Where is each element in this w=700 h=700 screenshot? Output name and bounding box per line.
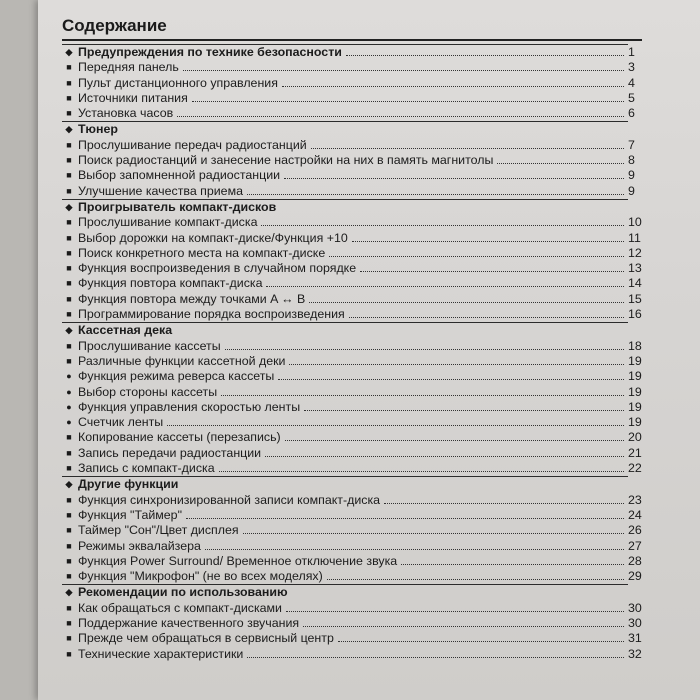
toc-page-number: 8 (628, 153, 635, 168)
toc-page-number: 10 (628, 215, 642, 230)
toc-page-number: 19 (628, 399, 642, 414)
toc-label: Выбор дорожки на компакт-диске/Функция +10 (78, 230, 348, 245)
toc-item (62, 493, 650, 508)
toc-item (62, 292, 650, 307)
square-bullet-icon: ■ (66, 540, 72, 551)
toc-page-number: 27 (628, 538, 642, 553)
toc-page-number: 7 (628, 137, 635, 152)
toc-section (62, 200, 650, 215)
toc-page-number: 14 (628, 276, 642, 291)
toc-label: Передняя панель (78, 60, 179, 75)
toc-item (62, 339, 650, 354)
square-bullet-icon: ■ (66, 185, 72, 196)
leader-dots (309, 302, 624, 303)
toc-page-number: 13 (628, 261, 642, 276)
leader-dots (167, 425, 624, 426)
leader-dots (286, 611, 624, 612)
leader-dots (338, 641, 624, 642)
leader-dots (384, 503, 624, 504)
dot-bullet-icon: ● (66, 386, 72, 397)
square-bullet-icon: ■ (66, 217, 72, 228)
square-bullet-icon: ■ (66, 633, 72, 644)
toc-item (62, 184, 650, 199)
square-bullet-icon: ■ (66, 648, 72, 659)
dot-bullet-icon: ● (66, 417, 72, 428)
square-bullet-icon: ■ (66, 555, 72, 566)
leader-dots (349, 317, 624, 318)
toc-label: Другие функции (78, 477, 179, 492)
leader-dots (360, 271, 624, 272)
toc-item (62, 106, 650, 121)
toc-item (62, 631, 650, 646)
toc-label: Режимы эквалайзера (78, 538, 201, 553)
toc-item (62, 446, 650, 461)
toc-label: Улучшение качества приема (78, 183, 243, 198)
document-page (38, 0, 700, 700)
toc-section (62, 477, 650, 492)
toc-page-number: 1 (628, 45, 635, 59)
toc-label: Функция воспроизведения в случайном порядке (78, 261, 357, 276)
toc-page-number: 18 (628, 338, 642, 353)
toc-item (62, 647, 650, 662)
toc-page-number: 30 (628, 615, 642, 630)
toc-label: Таймер "Сон"/Цвет дисплея (78, 523, 239, 538)
page-title: Содержание (62, 16, 167, 35)
leader-dots (289, 364, 624, 365)
leader-dots (266, 286, 624, 287)
toc-item (62, 138, 650, 153)
leader-dots (303, 626, 624, 627)
toc-item (62, 523, 650, 538)
leader-dots (261, 225, 624, 226)
leader-dots (311, 148, 624, 149)
toc-label: Поиск конкретного места на компакт-диске (78, 245, 326, 260)
toc-item (62, 261, 650, 276)
toc-item (62, 461, 650, 476)
toc-label: Функция "Микрофон" (не во всех моделях) (78, 569, 323, 584)
toc-label: Функция повтора между точками A ↔ B (78, 291, 306, 306)
toc-item (62, 60, 650, 75)
square-bullet-icon: ■ (66, 232, 72, 243)
toc-label: Выбор запомненной радиостанции (78, 168, 281, 183)
toc-page-number: 19 (628, 353, 642, 368)
leader-dots (304, 410, 624, 411)
toc-page-number: 19 (628, 369, 642, 384)
toc-page-number: 11 (628, 230, 641, 245)
toc-item (62, 307, 650, 322)
toc-item (62, 569, 650, 584)
leader-dots (346, 55, 624, 56)
toc-subitem (62, 369, 650, 384)
toc-label: Как обращаться с компакт-дисками (78, 600, 282, 615)
leader-dots (219, 471, 624, 472)
leader-dots (183, 70, 624, 71)
dot-bullet-icon: ● (66, 401, 72, 412)
square-bullet-icon: ■ (66, 463, 72, 474)
toc-label: Прежде чем обращаться в сервисный центр (78, 631, 334, 646)
toc-label: Тюнер (78, 122, 118, 137)
toc-item (62, 430, 650, 445)
toc-label: Функция "Таймер" (78, 507, 182, 522)
toc-label: Запись передачи радиостанции (78, 445, 262, 460)
toc-item (62, 246, 650, 261)
toc-page-number: 23 (628, 492, 642, 507)
diamond-bullet-icon: ◆ (65, 479, 73, 490)
square-bullet-icon: ■ (66, 602, 72, 613)
toc-page-number: 6 (628, 106, 635, 121)
diamond-bullet-icon: ◆ (65, 201, 73, 212)
diamond-bullet-icon: ◆ (65, 325, 73, 336)
toc-item (62, 168, 650, 183)
leader-dots (284, 178, 624, 179)
toc-label: Функция синхронизированной записи компакт-диска (78, 492, 381, 507)
toc-page-number: 12 (628, 245, 642, 260)
square-bullet-icon: ■ (66, 77, 72, 88)
toc-page-number: 29 (628, 569, 642, 584)
leader-dots (401, 564, 624, 565)
toc-section (62, 122, 650, 137)
square-bullet-icon: ■ (66, 155, 72, 166)
toc-label: Рекомендации по использованию (78, 585, 288, 600)
dot-bullet-icon: ● (66, 371, 72, 382)
toc-page-number: 24 (628, 507, 642, 522)
toc-item (62, 354, 650, 369)
toc-section (62, 585, 650, 600)
toc-label: Функция режима реверса кассеты (78, 369, 275, 384)
square-bullet-icon: ■ (66, 494, 72, 505)
toc-page-number: 19 (628, 384, 642, 399)
square-bullet-icon: ■ (66, 571, 72, 582)
square-bullet-icon: ■ (66, 108, 72, 119)
toc-page-number: 26 (628, 523, 642, 538)
toc-item (62, 539, 650, 554)
toc-label: Функция Power Surround/ Временное отключение звука (78, 553, 398, 568)
square-bullet-icon: ■ (66, 355, 72, 366)
toc-label: Технические характеристики (78, 646, 244, 661)
toc-label: Установка часов (78, 106, 174, 121)
leader-dots (186, 518, 624, 519)
toc-page-number: 16 (628, 307, 642, 322)
toc-page-number: 15 (628, 291, 642, 306)
square-bullet-icon: ■ (66, 170, 72, 181)
toc-page-number: 9 (628, 168, 635, 183)
toc-item (62, 616, 650, 631)
toc-label: Запись с компакт-диска (78, 461, 215, 476)
toc-label: Копирование кассеты (перезапись) (78, 430, 281, 445)
toc-item (62, 554, 650, 569)
square-bullet-icon: ■ (66, 293, 72, 304)
toc-item (62, 153, 650, 168)
toc-label: Предупреждения по технике безопасности (78, 45, 342, 59)
toc-label: Функция управления скоростью ленты (78, 399, 301, 414)
square-bullet-icon: ■ (66, 617, 72, 628)
toc-label: Различные функции кассетной деки (78, 353, 286, 368)
toc-page-number: 9 (628, 183, 635, 198)
square-bullet-icon: ■ (66, 525, 72, 536)
toc-page-number: 30 (628, 600, 642, 615)
toc-page-number: 21 (628, 445, 642, 460)
square-bullet-icon: ■ (66, 247, 72, 258)
toc-label: Прослушивание кассеты (78, 338, 221, 353)
toc-section (62, 323, 650, 338)
square-bullet-icon: ■ (66, 340, 72, 351)
toc-page-number: 20 (628, 430, 642, 445)
toc-item (62, 91, 650, 106)
square-bullet-icon: ■ (66, 139, 72, 150)
leader-dots (205, 549, 624, 550)
toc-page-number: 5 (628, 90, 635, 105)
leader-dots (282, 86, 624, 87)
square-bullet-icon: ■ (66, 309, 72, 320)
toc-label: Пульт дистанционного управления (78, 75, 278, 90)
toc-item (62, 231, 650, 246)
leader-dots (497, 163, 624, 164)
toc-page-number: 3 (628, 60, 635, 75)
toc-item (62, 601, 650, 616)
table-of-contents (62, 44, 650, 662)
toc-label: Поддержание качественного звучания (78, 615, 300, 630)
square-bullet-icon: ■ (66, 447, 72, 458)
leader-dots (221, 395, 624, 396)
leader-dots (327, 579, 624, 580)
toc-label: Источники питания (78, 90, 188, 105)
toc-subitem (62, 415, 650, 430)
leader-dots (265, 456, 624, 457)
toc-page-number: 22 (628, 461, 642, 476)
toc-label: Функция повтора компакт-диска (78, 276, 263, 291)
toc-label: Прослушивание передач радиостанций (78, 137, 307, 152)
toc-label: Счетчик ленты (78, 415, 164, 430)
page-header (62, 16, 642, 41)
toc-item (62, 276, 650, 291)
toc-label: Выбор стороны кассеты (78, 384, 218, 399)
leader-dots (177, 116, 624, 117)
toc-section (62, 45, 650, 60)
toc-page-number: 31 (628, 631, 642, 646)
leader-dots (285, 440, 624, 441)
toc-subitem (62, 400, 650, 415)
toc-page-number: 32 (628, 646, 642, 661)
square-bullet-icon: ■ (66, 509, 72, 520)
toc-item (62, 76, 650, 91)
toc-page-number: 19 (628, 415, 642, 430)
leader-dots (192, 101, 624, 102)
toc-label: Поиск радиостанций и занесение настройки на них в память магнитолы (78, 153, 494, 168)
leader-dots (247, 657, 624, 658)
diamond-bullet-icon: ◆ (65, 124, 73, 135)
leader-dots (225, 349, 624, 350)
leader-dots (247, 194, 624, 195)
toc-label: Кассетная дека (78, 323, 173, 338)
toc-subitem (62, 385, 650, 400)
leader-dots (329, 256, 624, 257)
toc-item (62, 508, 650, 523)
square-bullet-icon: ■ (66, 278, 72, 289)
diamond-bullet-icon: ◆ (65, 587, 73, 598)
leader-dots (278, 379, 624, 380)
toc-item (62, 215, 650, 230)
square-bullet-icon: ■ (66, 263, 72, 274)
square-bullet-icon: ■ (66, 62, 72, 73)
toc-page-number: 4 (628, 75, 635, 90)
diamond-bullet-icon: ◆ (65, 47, 73, 57)
toc-label: Прослушивание компакт-диска (78, 215, 258, 230)
toc-page-number: 28 (628, 553, 642, 568)
toc-label: Проигрыватель компакт-дисков (78, 199, 277, 214)
leader-dots (243, 533, 624, 534)
square-bullet-icon: ■ (66, 432, 72, 443)
toc-label: Программирование порядка воспроизведения (78, 307, 345, 322)
square-bullet-icon: ■ (66, 92, 72, 103)
leader-dots (352, 241, 624, 242)
